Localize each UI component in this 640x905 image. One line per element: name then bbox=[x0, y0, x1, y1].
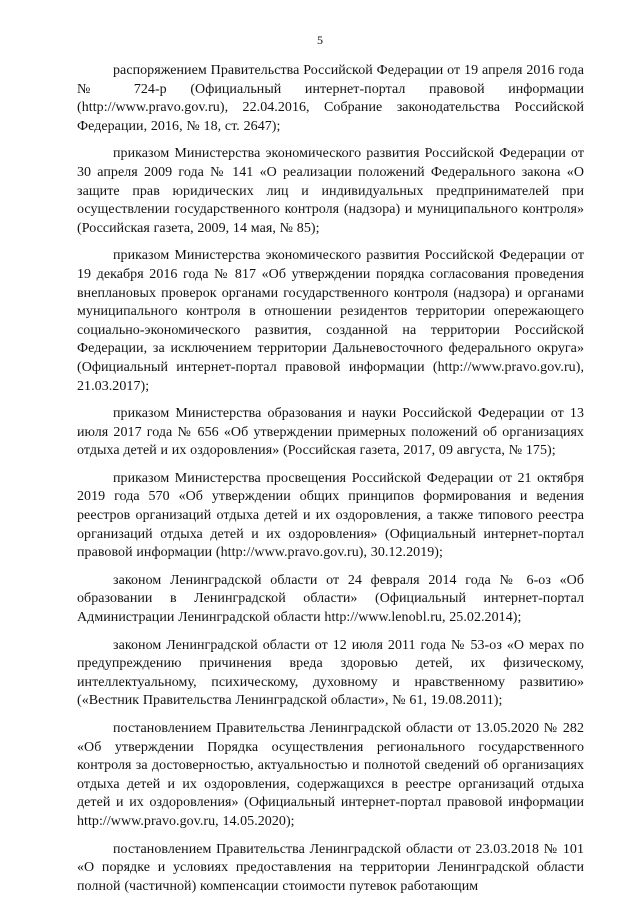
paragraph-6: законом Ленинградской области от 24 февраля 2014 года № 6-оз «Об образовании в Ленинградской области» (Официальный интернет-портал Администрации Ленинградской области http://www.lenobl.ru, 25.02.2014); bbox=[77, 572, 584, 626]
paragraph-4: приказом Министерства образования и науки Российской Федерации от 13 июля 2017 года № 656 «Об утверждении примерных положений об организациях отдыха детей и их оздоровления» (Российская газета, 2017, 09 августа, № 175); bbox=[77, 406, 584, 459]
document-body bbox=[77, 62, 584, 905]
paragraph-7: законом Ленинградской области от 12 июля 2011 года № 53-оз «О мерах по предупреждению причинения вреда здоровью детей, их физическому, интеллектуальному, психическому, духовному и нравственному развитию» («Вестник Правительства Ленинградской области», № 61, 19.08.2011); bbox=[77, 637, 584, 709]
paragraph-1: распоряжением Правительства Российской Федерации от 19 апреля 2016 года № 724-р (Официальный интернет-портал правовой информации (http://www.pravo.gov.ru), 22.04.2016, Собрание законодательства Российской Федерации, 2016, № 18, ст. 2647); bbox=[77, 63, 584, 134]
page-number: 5 bbox=[317, 33, 323, 47]
paragraph-8: постановлением Правительства Ленинградской области от 13.05.2020 № 282 «Об утверждении Порядка осуществления регионального государственного контроля за достоверностью, актуальностью и полнотой сведений об организациях отдыха детей и их оздоровления, содержащихся в реестре организаций отдыха детей и их оздоровления» (Официальный интернет-портал правовой информации http://www.pravo.gov.ru, 14.05.2020); bbox=[77, 721, 584, 829]
paragraph-5: приказом Министерства просвещения Российской Федерации от 21 октября 2019 года 570 «Об утверждении общих принципов формирования и ведения реестров организаций отдыха детей и их оздоровления, а также типового реестра организаций отдыха детей и их оздоровления» (Официальный интернет-портал правовой информации (http://www.pravo.gov.ru), 30.12.2019); bbox=[77, 470, 584, 561]
paragraph-3: приказом Министерства экономического развития Российской Федерации от 19 декабря 2016 года № 817 «Об утверждении порядка согласования проведения внеплановых проверок органами государственного контроля (надзора) и органами муниципального контроля в отношении резидентов территории опережающего социально-экономического развития, созданной на территории Российской Федерации, за исключением территории Дальневосточного федерального округа» (Официальный интернет-портал правовой информации (http://www.pravo.gov.ru), 21.03.2017); bbox=[77, 248, 584, 394]
paragraph-2: приказом Министерства экономического развития Российской Федерации от 30 апреля 2009 года № 141 «О реализации положений Федерального закона «О защите прав юридических лиц и индивидуальных предпринимателей при осуществлении государственного контроля (надзора) и муниципального контроля» (Российская газета, 2009, 14 мая, № 85); bbox=[77, 146, 584, 236]
paragraph-9: постановлением Правительства Ленинградской области от 23.03.2018 № 101 «О порядке и условиях предоставления на территории Ленинградской области полной (частичной) компенсации стоимости путевок работающим bbox=[77, 841, 584, 894]
